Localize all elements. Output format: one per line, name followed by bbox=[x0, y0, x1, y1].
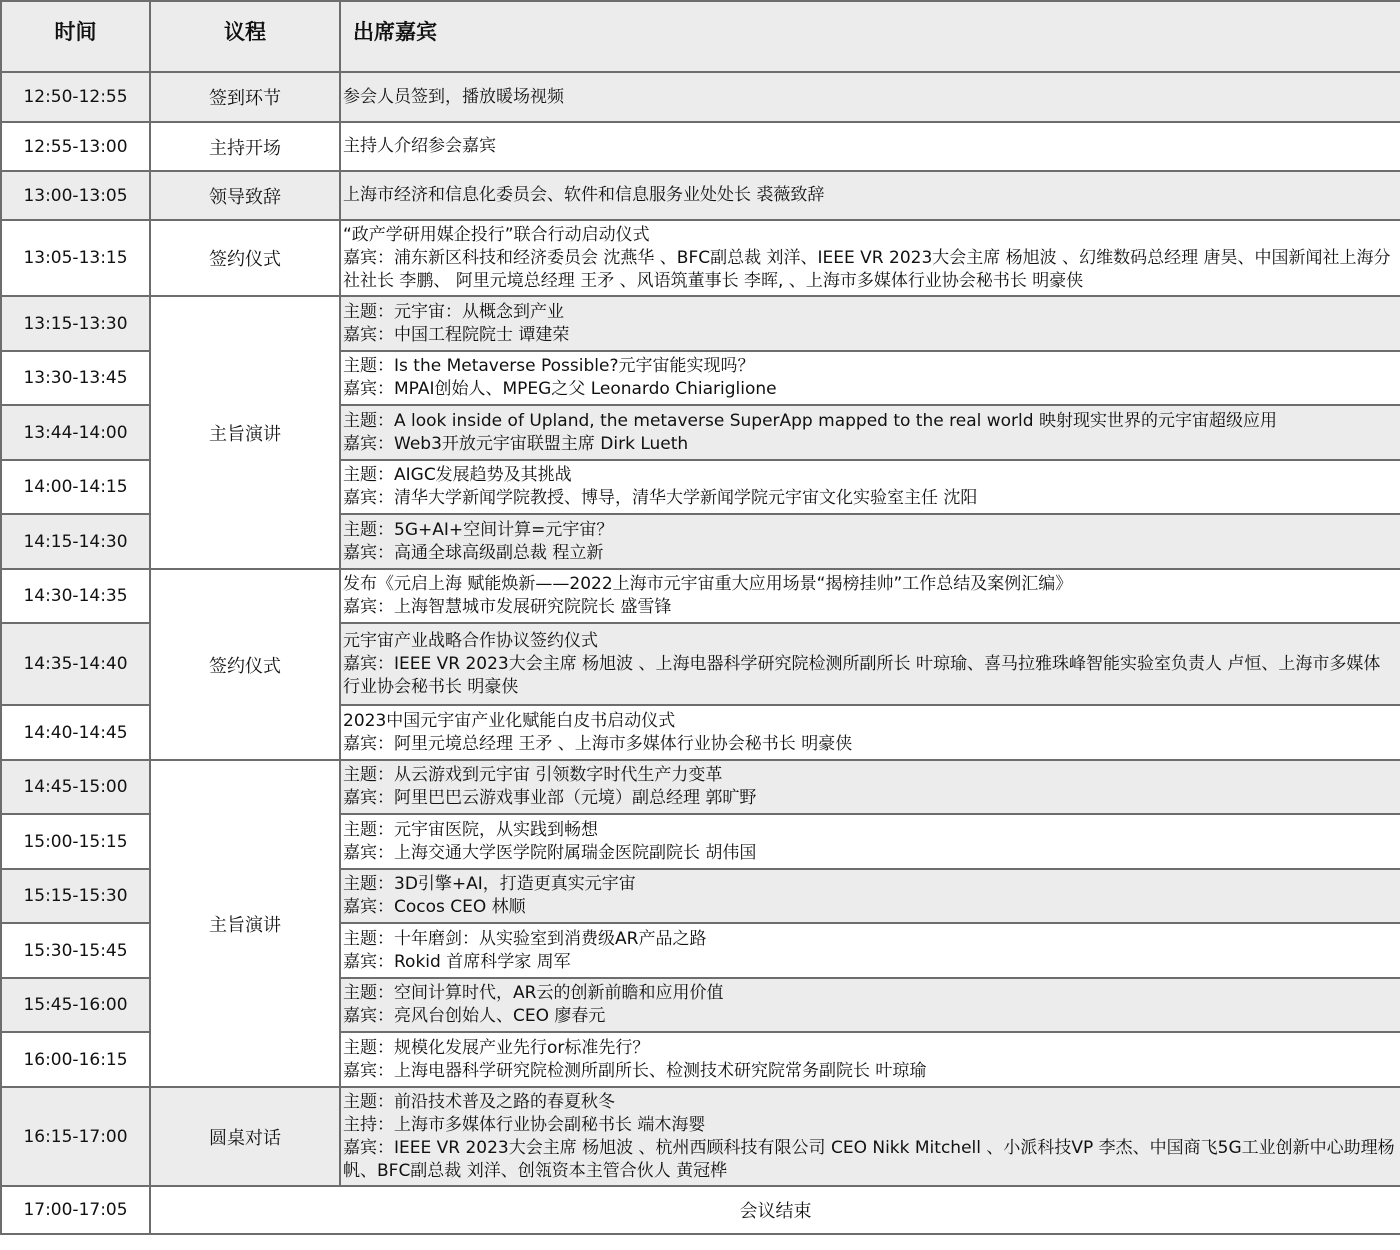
detail-cell bbox=[340, 978, 1400, 1032]
detail-cell bbox=[340, 569, 1400, 623]
agenda-cell: 主旨演讲 bbox=[150, 760, 340, 1087]
detail-line: 嘉宾：亮风台创始人、CEO 廖春元 bbox=[343, 1006, 606, 1026]
detail-line: 主题：元宇宙：从概念到产业 bbox=[343, 301, 564, 322]
agenda-cell: 签约仪式 bbox=[150, 220, 340, 296]
time-cell: 12:55-13:00 bbox=[1, 122, 150, 171]
detail-line: 主题：A look inside of Upland, the metaverse SuperApp mapped to the real world 映射现实世界的元宇宙超级应用 bbox=[343, 410, 1277, 431]
time-cell: 15:00-15:15 bbox=[1, 814, 150, 869]
agenda-cell: 圆桌对话 bbox=[150, 1087, 340, 1186]
detail-line: 2023中国元宇宙产业化赋能白皮书启动仪式 bbox=[343, 710, 676, 731]
time-cell: 13:05-13:15 bbox=[1, 220, 150, 296]
closing-cell: 会议结束 bbox=[150, 1186, 1400, 1234]
detail-line: 主题：AIGC发展趋势及其挑战 bbox=[343, 465, 572, 485]
time-cell: 16:15-17:00 bbox=[1, 1087, 150, 1186]
detail-cell bbox=[340, 72, 1400, 122]
detail-line: 参会人员签到，播放暖场视频 bbox=[343, 86, 564, 107]
detail-line: 发布《元启上海 赋能焕新——2022上海市元宇宙重大应用场景“揭榜挂帅”工作总结及案例汇编》 bbox=[343, 574, 1073, 594]
detail-cell bbox=[340, 705, 1400, 760]
time-cell: 13:15-13:30 bbox=[1, 296, 150, 351]
detail-line: 主题：十年磨剑：从实验室到消费级AR产品之路 bbox=[343, 928, 707, 949]
time-cell: 16:00-16:15 bbox=[1, 1032, 150, 1087]
detail-line: 主题：空间计算时代，AR云的创新前瞻和应用价值 bbox=[343, 983, 724, 1003]
time-cell: 14:40-14:45 bbox=[1, 705, 150, 760]
time-cell: 15:30-15:45 bbox=[1, 923, 150, 978]
detail-line: 主题：5G+AI+空间计算=元宇宙？ bbox=[343, 519, 614, 540]
time-cell: 15:15-15:30 bbox=[1, 869, 150, 923]
detail-line: 主持人介绍参会嘉宾 bbox=[343, 136, 496, 156]
table-row bbox=[1, 296, 1400, 351]
header-agenda: 议程 bbox=[150, 1, 340, 72]
time-cell: 14:15-14:30 bbox=[1, 514, 150, 569]
detail-line: 嘉宾：上海交通大学医学院附属瑞金医院副院长 胡伟国 bbox=[343, 842, 757, 863]
detail-cell bbox=[340, 460, 1400, 514]
detail-cell bbox=[340, 814, 1400, 869]
header-guests: 出席嘉宾 bbox=[340, 1, 1400, 72]
time-cell: 14:45-15:00 bbox=[1, 760, 150, 814]
table-row bbox=[1, 171, 1400, 220]
table-row bbox=[1, 760, 1400, 814]
detail-line: 嘉宾：清华大学新闻学院教授、博导，清华大学新闻学院元宇宙文化实验室主任 沈阳 bbox=[343, 488, 978, 508]
detail-cell bbox=[340, 923, 1400, 978]
table-row bbox=[1, 122, 1400, 171]
detail-line: 元宇宙产业战略合作协议签约仪式 bbox=[343, 630, 598, 651]
detail-line: 主题：Is the Metaverse Possible?元宇宙能实现吗？ bbox=[343, 356, 755, 376]
header-time: 时间 bbox=[1, 1, 150, 72]
detail-line: 嘉宾：Web3开放元宇宙联盟主席 Dirk Lueth bbox=[343, 433, 689, 454]
detail-line: 主题：元宇宙医院，从实践到畅想 bbox=[343, 819, 598, 840]
agenda-cell: 主持开场 bbox=[150, 122, 340, 171]
table-header-row bbox=[1, 1, 1400, 72]
agenda-cell: 主旨演讲 bbox=[150, 296, 340, 569]
agenda-cell: 签约仪式 bbox=[150, 569, 340, 760]
detail-line: 主题：规模化发展产业先行or标准先行？ bbox=[343, 1037, 650, 1058]
agenda-cell: 领导致辞 bbox=[150, 171, 340, 220]
time-cell: 14:00-14:15 bbox=[1, 460, 150, 514]
time-cell: 15:45-16:00 bbox=[1, 978, 150, 1032]
detail-cell bbox=[340, 405, 1400, 460]
detail-line: 嘉宾：Cocos CEO 林顺 bbox=[343, 897, 526, 917]
detail-cell bbox=[340, 760, 1400, 814]
detail-cell bbox=[340, 171, 1400, 220]
agenda-cell: 签到环节 bbox=[150, 72, 340, 122]
detail-cell bbox=[340, 122, 1400, 171]
time-cell: 13:44-14:00 bbox=[1, 405, 150, 460]
detail-cell bbox=[340, 220, 1400, 296]
detail-line: 嘉宾：阿里巴巴云游戏事业部（元境）副总经理 郭旷野 bbox=[343, 788, 757, 808]
detail-cell bbox=[340, 869, 1400, 923]
table-row bbox=[1, 220, 1400, 296]
detail-line: 嘉宾：MPAI创始人、MPEG之父 Leonardo Chiariglione bbox=[343, 379, 777, 399]
table-row bbox=[1, 569, 1400, 623]
detail-cell bbox=[340, 351, 1400, 405]
table-row bbox=[1, 1186, 1400, 1234]
detail-cell bbox=[340, 1032, 1400, 1087]
detail-line: 嘉宾：浦东新区科技和经济委员会 沈燕华 、BFC副总裁 刘洋、IEEE VR 2023大会主席 杨旭波 、幻维数码总经理 唐昊、中国新闻社上海分社社长 李鹏、 阿里元境总经理 王矛 、风语筑董事长 李晖, 、上海市多媒体行业协会秘书长 明豪侠 bbox=[343, 247, 1391, 291]
detail-line: 上海市经济和信息化委员会、软件和信息服务业处处长 裘薇致辞 bbox=[343, 185, 825, 205]
detail-line: “政产学研用媒企投行”联合行动启动仪式 bbox=[343, 224, 650, 245]
detail-line: 主题：3D引擎+AI，打造更真实元宇宙 bbox=[343, 874, 636, 894]
detail-line: 嘉宾：IEEE VR 2023大会主席 杨旭波 、杭州西顾科技有限公司 CEO Nikk Mitchell 、小派科技VP 李杰、中国商飞5G工业创新中心助理杨帆、BFC副总裁 刘洋、创瓴资本主管合伙人 黄冠桦 bbox=[343, 1137, 1395, 1181]
detail-line: 主题：前沿技术普及之路的春夏秋冬 bbox=[343, 1091, 615, 1112]
detail-line: 主持：上海市多媒体行业协会副秘书长 端木海婴 bbox=[343, 1114, 706, 1135]
detail-line: 嘉宾：上海电器科学研究院检测所副所长、检测技术研究院常务副院长 叶琼瑜 bbox=[343, 1060, 927, 1081]
detail-line: 嘉宾：中国工程院院士 谭建荣 bbox=[343, 324, 570, 345]
time-cell: 12:50-12:55 bbox=[1, 72, 150, 122]
detail-line: 主题：从云游戏到元宇宙 引领数字时代生产力变革 bbox=[343, 765, 723, 785]
time-cell: 13:00-13:05 bbox=[1, 171, 150, 220]
time-cell: 13:30-13:45 bbox=[1, 351, 150, 405]
detail-line: 嘉宾：IEEE VR 2023大会主席 杨旭波 、上海电器科学研究院检测所副所长 叶琼瑜、喜马拉雅珠峰智能实验室负责人 卢恒、上海市多媒体行业协会秘书长 明豪侠 bbox=[343, 653, 1381, 697]
detail-line: 嘉宾：高通全球高级副总裁 程立新 bbox=[343, 542, 604, 563]
detail-line: 嘉宾：阿里元境总经理 王矛 、上海市多媒体行业协会秘书长 明豪侠 bbox=[343, 733, 853, 754]
time-cell: 14:35-14:40 bbox=[1, 623, 150, 705]
detail-cell bbox=[340, 296, 1400, 351]
table-row bbox=[1, 72, 1400, 122]
time-cell: 17:00-17:05 bbox=[1, 1186, 150, 1234]
time-cell: 14:30-14:35 bbox=[1, 569, 150, 623]
detail-cell bbox=[340, 623, 1400, 705]
detail-cell bbox=[340, 514, 1400, 569]
detail-line: 嘉宾：上海智慧城市发展研究院院长 盛雪锋 bbox=[343, 597, 672, 617]
table-row bbox=[1, 1087, 1400, 1186]
detail-line: 嘉宾：Rokid 首席科学家 周军 bbox=[343, 951, 571, 972]
detail-cell bbox=[340, 1087, 1400, 1186]
